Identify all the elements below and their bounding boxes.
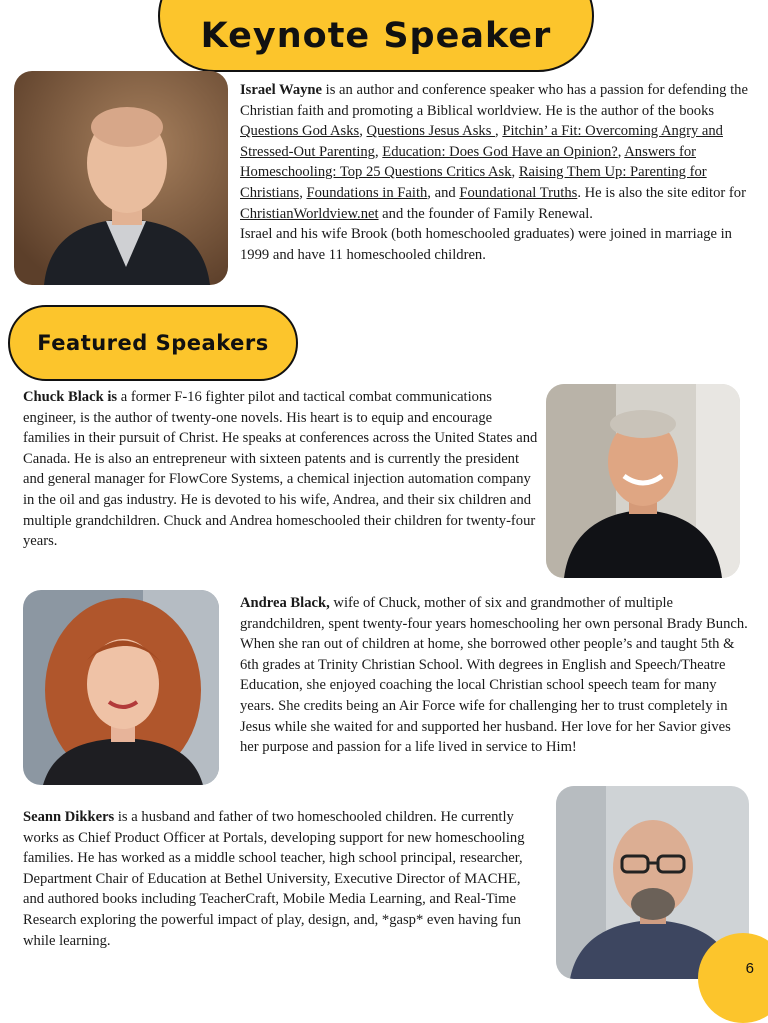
page-number: 6 (745, 960, 754, 977)
featured-heading (8, 305, 298, 381)
andrea-black-bio (240, 593, 752, 758)
andrea-black-name: Andrea Black, (240, 595, 330, 611)
keynote-heading-text: Keynote Speaker (200, 16, 552, 56)
andrea-black-photo (23, 590, 219, 785)
featured-heading-text: Featured Speakers (37, 331, 269, 355)
keynote-bio-intro: is an author and conference speaker who has a passion for defending the Christian faith and promoting a Biblical worldview. He is the author of the books (240, 82, 748, 119)
book-link-6[interactable]: Raising Them Up: Parenting for Christians (240, 164, 707, 201)
andrea-black-bio-text: wife of Chuck, mother of six and grandmother of multiple grandchildren, spent twenty-four years homeschooling her own personal Brady Bunch. When she ran out of children at home, she borrowed other people’s and taught 5th & 6th grades at Trinity Christian School. With degrees in English and Speech/Theatre Education, she enjoyed coaching the local Christian school speech team for many years. She credits being an Air Force wife for challenging her to trust completely in Jesus while she waited for and supported her husband. Her love for her Savior gives her purpose and passion for a life lived in service to Him! (240, 595, 748, 756)
book-link-1[interactable]: Questions God Asks (240, 123, 360, 140)
book-link-7[interactable]: Foundations in Faith (306, 184, 428, 201)
book-link-8[interactable]: Foundational Truths (459, 184, 578, 201)
keynote-bio-end: and the founder of Family Renewal. (378, 205, 593, 222)
book-link-4[interactable]: Education: Does God Have an Opinion? (382, 143, 618, 160)
keynote-bio: Israel Wayne is an author and conference speaker who has a passion for defending the Christian faith and promoting a Biblical worldview. He is the author of the books Questions God Asks, Questions Jesus Asks , Pitchin’ a Fit: Overcoming Angry and Stressed-Out Parenting, Education: Does God Have an Opinion?, Answers for Homeschooling: Top 25 Questions Critics Ask, Raising Them Up: Parenting for Christians, Foundations in Faith, and Foundational Truths. He is also the site editor for ChristianWorldview.net and the founder of Family Renewal. Israel and his wife Brook (both homeschooled graduates) were joined in marriage in 1999 and have 11 homeschooled children. (240, 82, 748, 263)
chuck-black-bio-text: a former F-16 fighter pilot and tactical combat communications engineer, is the author of twenty-one novels. His heart is to equip and encourage families in their pursuit of Christ. He speaks at conferences across the United States and Canada. He is also an entrepreneur with sixteen patents and is currently the president and general manager for FlowCore Systems, a chemical injection automation company in the oil and gas industry. He is devoted to his wife, Andrea, and their six children and multiple grandchildren. Chuck and Andrea homeschooled their children for twenty-four years. (23, 389, 538, 550)
chuck-black-photo (546, 384, 740, 578)
keynote-bio-mid: . He is also the site editor for (577, 184, 746, 201)
chuck-black-name: Chuck Black is (23, 389, 118, 405)
keynote-heading (158, 0, 594, 72)
book-link-3[interactable]: Pitchin’ a Fit: Overcoming Angry and Stressed-Out Parenting (240, 123, 723, 160)
keynote-family: Israel and his wife Brook (both homeschooled graduates) were joined in marriage in 1999 and have 11 homeschooled children. (240, 226, 732, 263)
book-link-5[interactable]: Answers for Homeschooling: Top 25 Questions Critics Ask (240, 143, 696, 181)
website-link[interactable]: ChristianWorldview.net (240, 205, 379, 222)
chuck-black-bio (23, 387, 538, 552)
israel-wayne-photo (14, 71, 228, 285)
seann-dikkers-name: Seann Dikkers (23, 809, 115, 825)
seann-dikkers-bio (23, 807, 543, 951)
book-link-2[interactable]: Questions Jesus Asks (366, 123, 496, 140)
seann-dikkers-bio-text: is a husband and father of two homeschooled children. He currently works as Chief Product Officer at Portals, developing support for new homeschooling families. He has worked as a middle school teacher, high school principal, researcher, Department Chair of Education at Bethel University, Executive Director of MACHE, and authored books including TeacherCraft, Mobile Media Learning, and Real-Time Research exploring the powerful impact of play, design, and, *gasp* even having fun while learning. (23, 809, 525, 949)
keynote-name: Israel Wayne (240, 82, 323, 98)
